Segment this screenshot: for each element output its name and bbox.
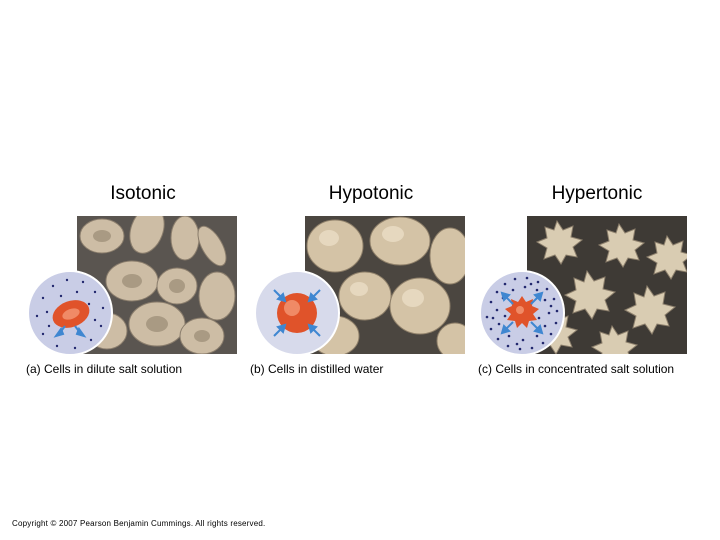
caption-isotonic: (a) Cells in dilute salt solution: [26, 362, 183, 376]
cell-diagram-hypertonic: [477, 268, 567, 358]
heading-isotonic: Isotonic: [110, 183, 176, 204]
cell-diagram-hypotonic: [252, 268, 342, 358]
heading-hypertonic: Hypertonic: [551, 183, 643, 204]
caption-hypotonic: (b) Cells in distilled water: [250, 362, 384, 376]
caption-hypertonic: (c) Cells in concentrated salt solution: [478, 362, 675, 376]
copyright-notice: Copyright © 2007 Pearson Benjamin Cummings. All rights reserved.: [12, 519, 266, 528]
cell-diagram-isotonic: [25, 268, 115, 358]
heading-hypotonic: Hypotonic: [328, 183, 414, 204]
